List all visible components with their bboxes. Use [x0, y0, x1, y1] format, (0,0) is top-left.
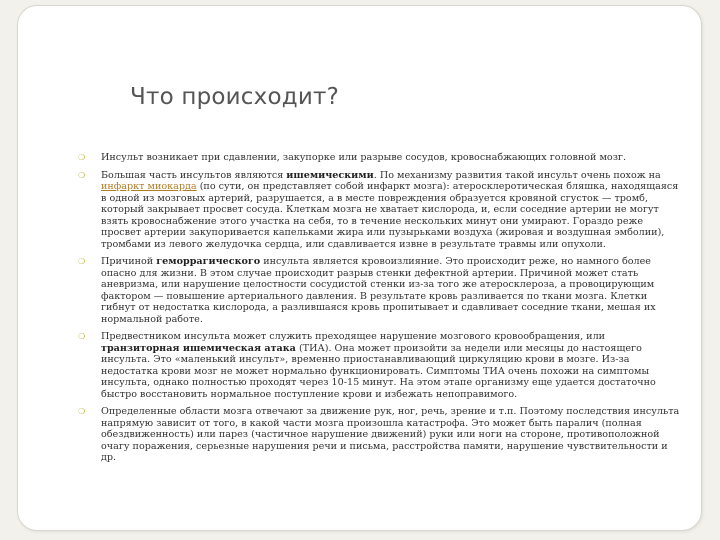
bullet-text-post: (по сути, он представляет собой инфаркт мозга): атеросклеротическая бляшка, находящаяся в одной из мозговых артерий, разрушается, а в месте повреждения образуется кровяной сгусток — тромб, который закрывает просвет сосуда. Клеткам мозга не хватает кислорода, и, если соседние артерии не могут взять кровоснабжение этого участка на себя, то в течение нескольких минут они умирают. Гораздо реже просвет артерии закупоривается капельками жира или пузырьками воздуха (жировая и воздушная эмболии), тромбами из левого желудочка сердца, или сдавливается извне в результате травмы или опухоли. — [101, 181, 679, 250]
bullet-item-2 — [78, 170, 684, 251]
bullet-list — [78, 152, 684, 468]
bullet-bold-term: транзиторная ишемическая атака — [101, 342, 296, 354]
ring-bullet-icon: ❍ — [78, 407, 86, 416]
myocardial-infarction-link[interactable]: инфаркт миокарда — [101, 181, 197, 192]
bullet-text-pre: Причиной — [101, 256, 157, 267]
bullet-bold-term: ишемическими — [286, 169, 374, 181]
bullet-item-1 — [78, 152, 684, 164]
bullet-text-pre: Предвестником инсульта может служить преходящее нарушение мозгового кровообращения, или — [101, 331, 606, 342]
bullet-item-5 — [78, 406, 684, 464]
ring-bullet-icon: ❍ — [78, 257, 86, 266]
bullet-text: Определенные области мозга отвечают за движение рук, ног, речь, зрение и т.п. Поэтому последствия инсульта напрямую зависит от того, в какой части мозга произошла катастрофа. Это может быть паралич (полная обездвиженность) или парез (частичное нарушение движений) руки или ноги на стороне, противоположной очагу поражения, серьезные нарушения речи и письма, расстройства памяти, нарушение чувствительности и др. — [101, 406, 680, 463]
bullet-text-pre: Большая часть инсультов являются — [101, 169, 287, 181]
bullet-text-post: (ТИА). Она может произойти за недели или месяцы до настоящего инсульта. Это «маленький инсульт», временно приостанавливающий циркуляцию крови в мозге. Из-за недостатка крови мозг не может нормально функционировать. Симптомы ТИА очень похожи на симптомы инсульта, однако полностью проходят через 10-15 минут. На этом этапе организму еще удается достаточно быстро восстановить нормальное поступление крови и избежать непоправимого. — [101, 342, 656, 400]
bullet-item-4 — [78, 331, 684, 400]
slide-title: Что происходит? — [130, 84, 339, 110]
ring-bullet-icon: ❍ — [78, 332, 86, 341]
bullet-text: Инсульт возникает при сдавлении, закупорке или разрыве сосудов, кровоснабжающих головной мозг. — [101, 152, 627, 163]
ring-bullet-icon: ❍ — [78, 153, 86, 162]
bullet-text-mid: . По механизму развития такой инсульт очень похож на — [373, 169, 661, 181]
bullet-text-post: инсульта является кровоизлияние. Это происходит реже, но намного более опасно для жизни. В этом случае происходит разрыв стенки дефектной артерии. Причиной может стать аневризма, или нарушение целостности сосудистой стенки из-за того же атеросклероза, а провоцирующим фактором — повышение артериального давления. В результате кровь разливается по ткани мозга. Клетки гибнут от недостатка кислорода, а разлившаяся кровь пропитывает и сдавливает соседние ткани, мешая их нормальной работе. — [101, 256, 656, 325]
bullet-bold-term: геморрагического — [156, 256, 261, 267]
bullet-item-3 — [78, 256, 684, 325]
ring-bullet-icon: ❍ — [78, 170, 86, 180]
